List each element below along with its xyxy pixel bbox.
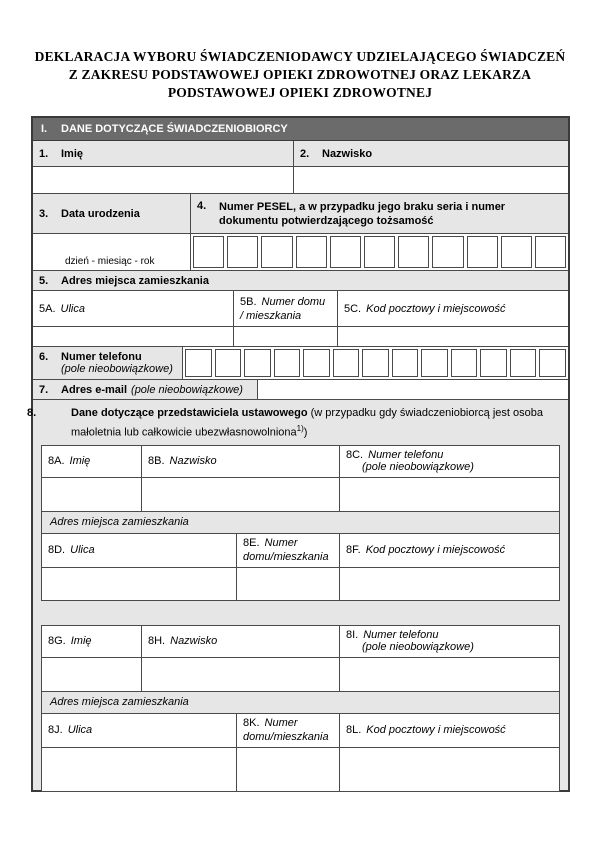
rep2-row-adres-labels xyxy=(42,714,559,748)
section-8-spacer xyxy=(41,601,560,625)
field-8d-ulica-label xyxy=(42,534,237,567)
field-kod-pocztowy-number: 5C. xyxy=(344,302,362,315)
field-numer-domu-label-text: Numer domu / mieszkania xyxy=(240,295,326,322)
representative-1-table xyxy=(41,445,560,601)
field-8i-telefon-label xyxy=(340,626,559,657)
section-8-title: Dane dotyczące przedstawiciela ustawowego xyxy=(71,407,308,419)
digit-box[interactable] xyxy=(364,236,395,268)
field-8a-imie-input[interactable] xyxy=(42,478,142,511)
field-numer-domu-number: 5B. xyxy=(240,295,257,308)
field-8d-ulica-input[interactable] xyxy=(42,568,237,600)
field-8e-number: 8E. xyxy=(243,537,260,550)
footnote-marker: 1) xyxy=(296,424,304,433)
field-imie-label xyxy=(33,141,294,166)
field-adres-header xyxy=(33,271,568,290)
rep1-row-name-inputs xyxy=(42,478,559,512)
section-1-number: I. xyxy=(41,123,48,135)
rep2-row-name-labels xyxy=(42,626,559,658)
field-ulica-number: 5A. xyxy=(39,302,56,315)
field-8b-label-text: Nazwisko xyxy=(169,455,217,468)
field-nazwisko-label-text: Nazwisko xyxy=(322,147,373,160)
field-8a-number: 8A. xyxy=(48,455,65,468)
representative-2-table xyxy=(41,625,560,792)
digit-box[interactable] xyxy=(432,236,463,268)
field-8l-kod-pocztowy-label xyxy=(340,714,559,747)
row-adres-sublabels xyxy=(33,291,568,327)
row-name-labels xyxy=(33,141,568,167)
section-1-title: DANE DOTYCZĄCE ŚWIADCZENIOBIORCY xyxy=(61,123,288,135)
field-8c-note: (pole nieobowiązkowe) xyxy=(362,461,474,474)
field-8h-label-text: Nazwisko xyxy=(170,635,218,648)
field-8i-label-text: Numer telefonu xyxy=(363,629,439,642)
rep2-row-name-inputs xyxy=(42,658,559,692)
section-8-number: 8. xyxy=(27,407,37,419)
row-name-inputs xyxy=(33,167,568,194)
field-8d-label-text: Ulica xyxy=(70,544,95,557)
row-adres-inputs xyxy=(33,327,568,347)
phone-digit-boxes[interactable] xyxy=(183,347,568,379)
digit-box[interactable] xyxy=(274,349,301,377)
field-8e-numer-domu-input[interactable] xyxy=(237,568,340,600)
field-8g-label-text: Imię xyxy=(70,635,92,648)
field-8l-kod-pocztowy-input[interactable] xyxy=(340,748,559,791)
row-birth-pesel-labels xyxy=(33,194,568,234)
field-8k-number: 8K. xyxy=(243,717,260,730)
digit-box[interactable] xyxy=(398,236,429,268)
field-adres-label-text: Adres miejsca zamieszkania xyxy=(61,274,209,287)
digit-box[interactable] xyxy=(510,349,537,377)
field-numer-domu-input[interactable] xyxy=(234,327,338,346)
field-nazwisko-label xyxy=(294,141,568,166)
rep1-row-name-labels xyxy=(42,446,559,478)
field-8f-kod-pocztowy-label xyxy=(340,534,559,567)
title-line-2: Z ZAKRESU PODSTAWOWEJ OPIEKI ZDROWOTNEJ ORAZ LEKARZA xyxy=(68,67,532,82)
field-8a-label-text: Imię xyxy=(69,455,91,468)
field-numer-domu-label xyxy=(234,291,338,326)
field-email-note: (pole nieobowiązkowe) xyxy=(131,383,243,396)
field-8j-number: 8J. xyxy=(48,724,63,737)
rep1-row-adres-labels xyxy=(42,534,559,568)
field-imie-number: 1. xyxy=(39,147,49,160)
field-kod-pocztowy-label-text: Kod pocztowy i miejscowość xyxy=(366,302,506,315)
section-8-heading xyxy=(27,404,560,445)
digit-box[interactable] xyxy=(244,349,271,377)
field-8g-number: 8G. xyxy=(48,635,66,648)
field-email-number: 7. xyxy=(39,383,49,396)
row-email xyxy=(33,380,568,400)
field-telefon-number: 6. xyxy=(39,351,49,363)
row-telefon xyxy=(33,347,568,380)
field-email-input[interactable] xyxy=(258,380,568,399)
field-8c-telefon-label xyxy=(340,446,559,477)
field-ulica-input[interactable] xyxy=(33,327,234,346)
field-8f-label-text: Kod pocztowy i miejscowość xyxy=(365,544,506,557)
row-adres-header xyxy=(33,271,568,291)
field-adres-number: 5. xyxy=(39,274,49,287)
field-8f-kod-pocztowy-input[interactable] xyxy=(340,568,559,600)
digit-box[interactable] xyxy=(296,236,327,268)
field-8c-label-text: Numer telefonu xyxy=(368,449,444,462)
digit-box[interactable] xyxy=(362,349,389,377)
field-pesel-label xyxy=(191,194,568,233)
field-nazwisko-number: 2. xyxy=(300,147,310,160)
digit-box[interactable] xyxy=(227,236,258,268)
rep2-row-adres-inputs xyxy=(42,748,559,791)
field-8b-number: 8B. xyxy=(148,455,165,468)
field-8b-nazwisko-input[interactable] xyxy=(142,478,340,511)
field-8c-telefon-input[interactable] xyxy=(340,478,559,511)
document-title xyxy=(0,0,600,102)
field-email-label-text: Adres e-mail xyxy=(61,383,128,396)
rep2-adres-header-row xyxy=(42,692,559,714)
field-data-urodzenia-label-text: Data urodzenia xyxy=(61,207,140,220)
field-imie-input[interactable] xyxy=(33,167,294,193)
digit-box[interactable] xyxy=(467,236,498,268)
field-8j-ulica-label xyxy=(42,714,237,747)
field-telefon-note: (pole nieobowiązkowe) xyxy=(61,363,173,375)
section-8-description: (w przypadku gdy świadczeniobiorcą jest osoba małoletnia lub całkowicie ubezwłasnowolniona xyxy=(71,407,543,439)
field-ulica-label xyxy=(33,291,234,326)
field-8d-number: 8D. xyxy=(48,544,66,557)
field-nazwisko-input[interactable] xyxy=(294,167,568,193)
field-telefon-label xyxy=(33,347,183,379)
title-line-3: PODSTAWOWEJ OPIEKI ZDROWOTNEJ xyxy=(167,85,433,100)
field-8k-numer-domu-input[interactable] xyxy=(237,748,340,791)
digit-box[interactable] xyxy=(215,349,242,377)
field-8g-imie-label xyxy=(42,626,142,657)
field-pesel-label-text: Numer PESEL, a w przypadku jego braku seria i numer dokumentu potwierdzającego tożsamość xyxy=(219,200,506,227)
digit-box[interactable] xyxy=(539,349,566,377)
field-8i-note: (pole nieobowiązkowe) xyxy=(362,641,474,654)
digit-box[interactable] xyxy=(501,236,532,268)
field-pesel-number: 4. xyxy=(197,200,207,212)
field-8f-number: 8F. xyxy=(346,544,361,557)
field-8h-number: 8H. xyxy=(148,635,166,648)
pesel-digit-boxes[interactable] xyxy=(191,234,568,270)
digit-box[interactable] xyxy=(535,236,566,268)
digit-box[interactable] xyxy=(421,349,448,377)
digit-box[interactable] xyxy=(480,349,507,377)
field-8b-nazwisko-label xyxy=(142,446,340,477)
field-imie-label-text: Imię xyxy=(61,147,84,160)
digit-box[interactable] xyxy=(333,349,360,377)
field-8j-ulica-input[interactable] xyxy=(42,748,237,791)
digit-box[interactable] xyxy=(261,236,292,268)
field-data-urodzenia-input[interactable] xyxy=(33,234,191,270)
field-8c-number: 8C. xyxy=(346,449,364,462)
digit-box[interactable] xyxy=(185,349,212,377)
declaration-form xyxy=(27,116,570,792)
field-ulica-label-text: Ulica xyxy=(60,302,85,315)
row-birth-pesel-inputs xyxy=(33,234,568,271)
date-format-hint: dzień - miesiąc - rok xyxy=(65,256,155,267)
field-8i-telefon-input[interactable] xyxy=(340,658,559,691)
section-8-description-close: ) xyxy=(303,426,308,439)
field-data-urodzenia-number: 3. xyxy=(39,207,49,220)
field-8g-imie-input[interactable] xyxy=(42,658,142,691)
field-kod-pocztowy-input[interactable] xyxy=(338,327,568,346)
digit-box[interactable] xyxy=(303,349,330,377)
field-8a-imie-label xyxy=(42,446,142,477)
field-data-urodzenia-label xyxy=(33,194,191,233)
field-8h-nazwisko-label xyxy=(142,626,340,657)
digit-box[interactable] xyxy=(330,236,361,268)
rep1-row-adres-inputs xyxy=(42,568,559,600)
field-8l-number: 8L. xyxy=(346,724,362,737)
field-8l-label-text: Kod pocztowy i miejscowość xyxy=(366,724,506,737)
field-telefon-label-text: Numer telefonu xyxy=(61,351,142,363)
field-8h-nazwisko-input[interactable] xyxy=(142,658,340,691)
field-8k-numer-domu-label xyxy=(237,714,340,747)
field-8j-label-text: Ulica xyxy=(67,724,93,737)
rep2-adres-header: Adres miejsca zamieszkania xyxy=(42,692,559,713)
title-line-1: DEKLARACJA WYBORU ŚWIADCZENIODAWCY UDZIELAJĄCEGO ŚWIADCZEŃ xyxy=(34,49,566,64)
field-email-label xyxy=(33,380,258,399)
rep1-adres-header: Adres miejsca zamieszkania xyxy=(42,512,559,533)
section-8-representative xyxy=(27,400,568,790)
field-8k-label-text: Numer domu/mieszkania xyxy=(243,717,329,744)
field-kod-pocztowy-label xyxy=(338,291,568,326)
rep1-adres-header-row xyxy=(42,512,559,534)
field-8e-numer-domu-label xyxy=(237,534,340,567)
digit-box[interactable] xyxy=(193,236,224,268)
field-8i-number: 8I. xyxy=(346,629,359,642)
section-1-header xyxy=(33,118,568,141)
digit-box[interactable] xyxy=(392,349,419,377)
digit-box[interactable] xyxy=(451,349,478,377)
field-8e-label-text: Numer domu/mieszkania xyxy=(243,537,329,564)
